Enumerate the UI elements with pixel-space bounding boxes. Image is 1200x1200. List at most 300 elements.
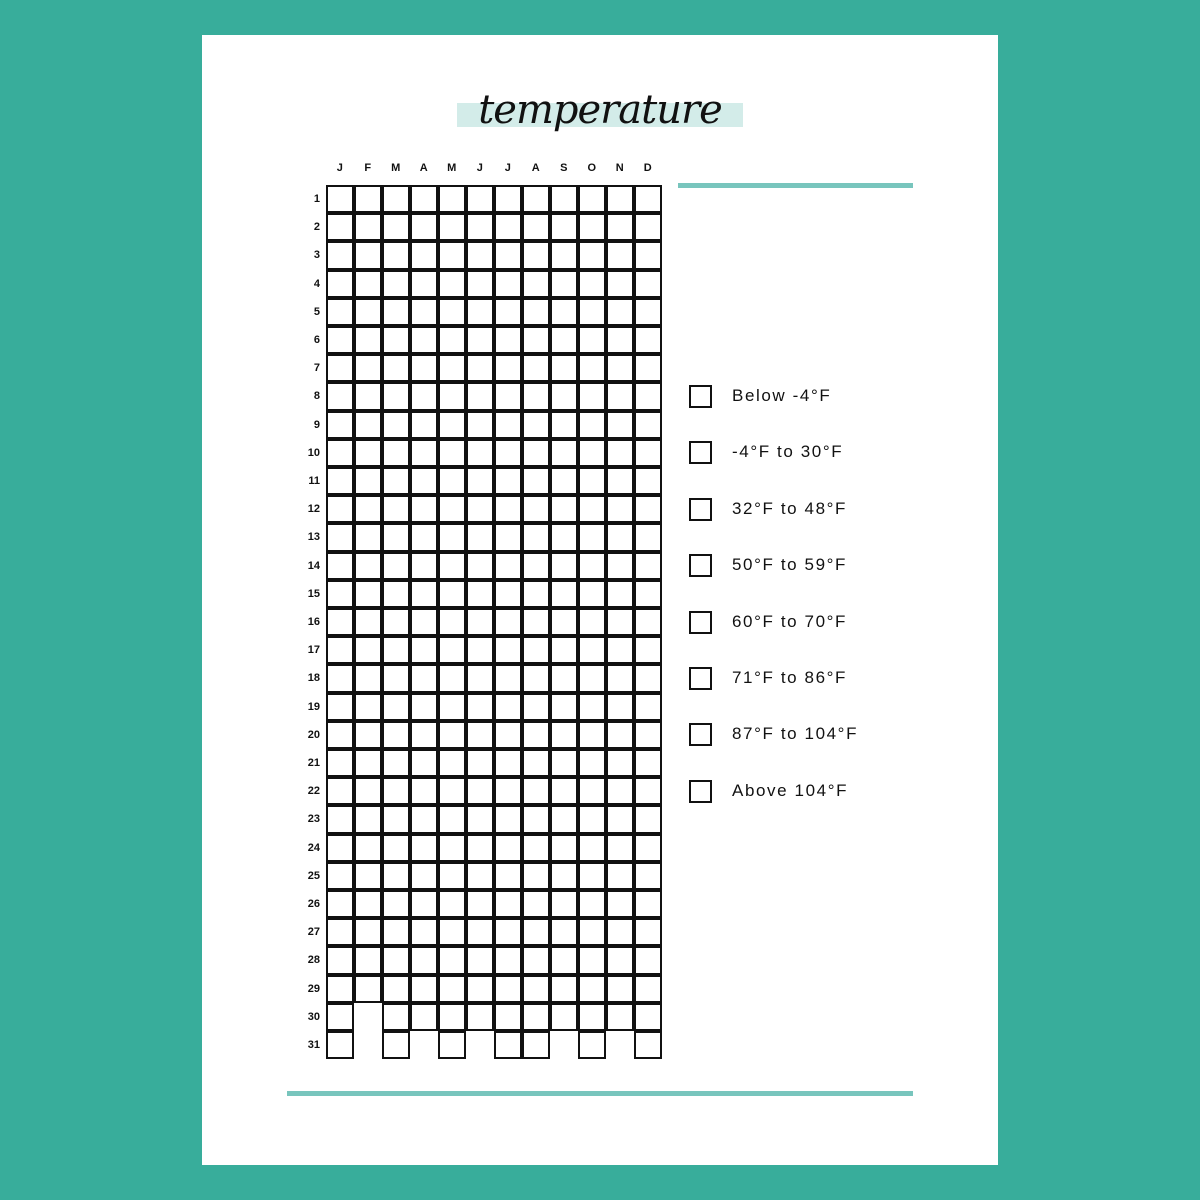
grid-cell[interactable] xyxy=(578,185,606,213)
grid-cell[interactable] xyxy=(522,552,550,580)
grid-cell[interactable] xyxy=(466,636,494,664)
grid-cell[interactable] xyxy=(522,326,550,354)
grid-cell[interactable] xyxy=(382,241,410,269)
grid-cell[interactable] xyxy=(634,834,662,862)
grid-cell[interactable] xyxy=(354,721,382,749)
grid-cell[interactable] xyxy=(466,354,494,382)
grid-cell[interactable] xyxy=(438,975,466,1003)
grid-cell[interactable] xyxy=(410,805,438,833)
legend-checkbox[interactable] xyxy=(689,385,712,408)
grid-cell[interactable] xyxy=(550,411,578,439)
grid-cell[interactable] xyxy=(382,326,410,354)
grid-cell[interactable] xyxy=(326,467,354,495)
grid-cell[interactable] xyxy=(634,495,662,523)
grid-cell[interactable] xyxy=(438,834,466,862)
grid-cell[interactable] xyxy=(550,326,578,354)
grid-cell[interactable] xyxy=(382,721,410,749)
grid-cell[interactable] xyxy=(494,777,522,805)
grid-cell[interactable] xyxy=(606,862,634,890)
grid-cell[interactable] xyxy=(382,298,410,326)
grid-cell[interactable] xyxy=(578,749,606,777)
grid-cell[interactable] xyxy=(606,918,634,946)
grid-cell[interactable] xyxy=(438,213,466,241)
grid-cell[interactable] xyxy=(634,777,662,805)
grid-cell[interactable] xyxy=(382,777,410,805)
grid-cell[interactable] xyxy=(578,918,606,946)
grid-cell[interactable] xyxy=(354,270,382,298)
grid-cell[interactable] xyxy=(634,411,662,439)
grid-cell[interactable] xyxy=(382,834,410,862)
grid-cell[interactable] xyxy=(382,411,410,439)
grid-cell[interactable] xyxy=(410,608,438,636)
grid-cell[interactable] xyxy=(578,382,606,410)
grid-cell[interactable] xyxy=(382,608,410,636)
grid-cell[interactable] xyxy=(410,495,438,523)
grid-cell[interactable] xyxy=(550,664,578,692)
grid-cell[interactable] xyxy=(634,608,662,636)
grid-cell[interactable] xyxy=(354,495,382,523)
grid-cell[interactable] xyxy=(550,749,578,777)
grid-cell[interactable] xyxy=(578,693,606,721)
grid-cell[interactable] xyxy=(326,721,354,749)
grid-cell[interactable] xyxy=(438,777,466,805)
grid-cell[interactable] xyxy=(466,918,494,946)
grid-cell[interactable] xyxy=(326,664,354,692)
grid-cell[interactable] xyxy=(382,1003,410,1031)
grid-cell[interactable] xyxy=(494,890,522,918)
grid-cell[interactable] xyxy=(438,411,466,439)
grid-cell[interactable] xyxy=(550,439,578,467)
grid-cell[interactable] xyxy=(606,805,634,833)
grid-cell[interactable] xyxy=(550,834,578,862)
grid-cell[interactable] xyxy=(354,608,382,636)
grid-cell[interactable] xyxy=(494,495,522,523)
grid-cell[interactable] xyxy=(354,975,382,1003)
grid-cell[interactable] xyxy=(326,523,354,551)
grid-cell[interactable] xyxy=(466,326,494,354)
grid-cell[interactable] xyxy=(410,693,438,721)
grid-cell[interactable] xyxy=(354,523,382,551)
grid-cell[interactable] xyxy=(634,382,662,410)
grid-cell[interactable] xyxy=(494,552,522,580)
grid-cell[interactable] xyxy=(606,411,634,439)
grid-cell[interactable] xyxy=(494,326,522,354)
grid-cell[interactable] xyxy=(578,439,606,467)
grid-cell[interactable] xyxy=(634,946,662,974)
grid-cell[interactable] xyxy=(522,241,550,269)
grid-cell[interactable] xyxy=(606,495,634,523)
grid-cell[interactable] xyxy=(354,213,382,241)
grid-cell[interactable] xyxy=(522,495,550,523)
grid-cell[interactable] xyxy=(550,580,578,608)
grid-cell[interactable] xyxy=(466,495,494,523)
grid-cell[interactable] xyxy=(494,721,522,749)
grid-cell[interactable] xyxy=(382,918,410,946)
grid-cell[interactable] xyxy=(438,862,466,890)
grid-cell[interactable] xyxy=(466,777,494,805)
grid-cell[interactable] xyxy=(606,975,634,1003)
grid-cell[interactable] xyxy=(354,354,382,382)
grid-cell[interactable] xyxy=(410,439,438,467)
grid-cell[interactable] xyxy=(494,354,522,382)
grid-cell[interactable] xyxy=(326,298,354,326)
grid-cell[interactable] xyxy=(466,693,494,721)
grid-cell[interactable] xyxy=(522,805,550,833)
grid-cell[interactable] xyxy=(438,354,466,382)
grid-cell[interactable] xyxy=(550,636,578,664)
grid-cell[interactable] xyxy=(410,270,438,298)
grid-cell[interactable] xyxy=(578,552,606,580)
grid-cell[interactable] xyxy=(522,467,550,495)
grid-cell[interactable] xyxy=(522,946,550,974)
grid-cell[interactable] xyxy=(494,862,522,890)
grid-cell[interactable] xyxy=(634,241,662,269)
grid-cell[interactable] xyxy=(494,1031,522,1059)
grid-cell[interactable] xyxy=(326,834,354,862)
grid-cell[interactable] xyxy=(522,636,550,664)
grid-cell[interactable] xyxy=(522,411,550,439)
grid-cell[interactable] xyxy=(578,467,606,495)
grid-cell[interactable] xyxy=(578,326,606,354)
legend-checkbox[interactable] xyxy=(689,441,712,464)
grid-cell[interactable] xyxy=(606,636,634,664)
grid-cell[interactable] xyxy=(606,608,634,636)
grid-cell[interactable] xyxy=(438,890,466,918)
grid-cell[interactable] xyxy=(494,467,522,495)
grid-cell[interactable] xyxy=(494,946,522,974)
grid-cell[interactable] xyxy=(410,298,438,326)
grid-cell[interactable] xyxy=(466,411,494,439)
grid-cell[interactable] xyxy=(494,975,522,1003)
grid-cell[interactable] xyxy=(382,805,410,833)
grid-cell[interactable] xyxy=(634,298,662,326)
grid-cell[interactable] xyxy=(494,580,522,608)
grid-cell[interactable] xyxy=(354,580,382,608)
grid-cell[interactable] xyxy=(410,862,438,890)
grid-cell[interactable] xyxy=(382,580,410,608)
grid-cell[interactable] xyxy=(550,552,578,580)
grid-cell[interactable] xyxy=(410,834,438,862)
grid-cell[interactable] xyxy=(634,693,662,721)
grid-cell[interactable] xyxy=(438,1003,466,1031)
grid-cell[interactable] xyxy=(522,213,550,241)
grid-cell[interactable] xyxy=(522,664,550,692)
grid-cell[interactable] xyxy=(578,580,606,608)
grid-cell[interactable] xyxy=(578,890,606,918)
grid-cell[interactable] xyxy=(578,664,606,692)
grid-cell[interactable] xyxy=(522,354,550,382)
grid-cell[interactable] xyxy=(382,890,410,918)
grid-cell[interactable] xyxy=(606,241,634,269)
grid-cell[interactable] xyxy=(354,918,382,946)
grid-cell[interactable] xyxy=(494,270,522,298)
grid-cell[interactable] xyxy=(466,664,494,692)
grid-cell[interactable] xyxy=(382,495,410,523)
grid-cell[interactable] xyxy=(326,495,354,523)
grid-cell[interactable] xyxy=(522,270,550,298)
grid-cell[interactable] xyxy=(494,1003,522,1031)
grid-cell[interactable] xyxy=(438,241,466,269)
grid-cell[interactable] xyxy=(326,608,354,636)
grid-cell[interactable] xyxy=(438,185,466,213)
grid-cell[interactable] xyxy=(634,354,662,382)
grid-cell[interactable] xyxy=(410,411,438,439)
grid-cell[interactable] xyxy=(410,749,438,777)
grid-cell[interactable] xyxy=(438,382,466,410)
grid-cell[interactable] xyxy=(606,552,634,580)
grid-cell[interactable] xyxy=(550,862,578,890)
grid-cell[interactable] xyxy=(326,241,354,269)
grid-cell[interactable] xyxy=(550,608,578,636)
grid-cell[interactable] xyxy=(606,721,634,749)
grid-cell[interactable] xyxy=(466,1003,494,1031)
grid-cell[interactable] xyxy=(466,890,494,918)
grid-cell[interactable] xyxy=(410,580,438,608)
grid-cell[interactable] xyxy=(382,862,410,890)
legend-checkbox[interactable] xyxy=(689,780,712,803)
grid-cell[interactable] xyxy=(522,890,550,918)
grid-cell[interactable] xyxy=(606,354,634,382)
grid-cell[interactable] xyxy=(438,608,466,636)
grid-cell[interactable] xyxy=(634,975,662,1003)
grid-cell[interactable] xyxy=(382,270,410,298)
grid-cell[interactable] xyxy=(354,185,382,213)
legend-checkbox[interactable] xyxy=(689,667,712,690)
grid-cell[interactable] xyxy=(438,749,466,777)
grid-cell[interactable] xyxy=(382,185,410,213)
grid-cell[interactable] xyxy=(466,270,494,298)
legend-checkbox[interactable] xyxy=(689,498,712,521)
grid-cell[interactable] xyxy=(494,664,522,692)
grid-cell[interactable] xyxy=(578,213,606,241)
grid-cell[interactable] xyxy=(382,636,410,664)
grid-cell[interactable] xyxy=(410,890,438,918)
grid-cell[interactable] xyxy=(382,749,410,777)
grid-cell[interactable] xyxy=(550,185,578,213)
grid-cell[interactable] xyxy=(578,523,606,551)
grid-cell[interactable] xyxy=(494,749,522,777)
grid-cell[interactable] xyxy=(466,241,494,269)
grid-cell[interactable] xyxy=(438,523,466,551)
grid-cell[interactable] xyxy=(326,382,354,410)
grid-cell[interactable] xyxy=(578,777,606,805)
grid-cell[interactable] xyxy=(326,946,354,974)
grid-cell[interactable] xyxy=(326,439,354,467)
grid-cell[interactable] xyxy=(466,552,494,580)
grid-cell[interactable] xyxy=(578,608,606,636)
grid-cell[interactable] xyxy=(606,298,634,326)
grid-cell[interactable] xyxy=(410,975,438,1003)
grid-cell[interactable] xyxy=(326,270,354,298)
grid-cell[interactable] xyxy=(410,326,438,354)
grid-cell[interactable] xyxy=(326,411,354,439)
grid-cell[interactable] xyxy=(354,664,382,692)
grid-cell[interactable] xyxy=(354,467,382,495)
grid-cell[interactable] xyxy=(634,636,662,664)
grid-cell[interactable] xyxy=(326,213,354,241)
grid-cell[interactable] xyxy=(634,890,662,918)
grid-cell[interactable] xyxy=(606,382,634,410)
grid-cell[interactable] xyxy=(354,636,382,664)
grid-cell[interactable] xyxy=(354,439,382,467)
grid-cell[interactable] xyxy=(466,298,494,326)
grid-cell[interactable] xyxy=(438,1031,466,1059)
grid-cell[interactable] xyxy=(326,890,354,918)
grid-cell[interactable] xyxy=(410,664,438,692)
grid-cell[interactable] xyxy=(578,862,606,890)
grid-cell[interactable] xyxy=(522,1003,550,1031)
grid-cell[interactable] xyxy=(466,721,494,749)
grid-cell[interactable] xyxy=(578,298,606,326)
grid-cell[interactable] xyxy=(466,382,494,410)
grid-cell[interactable] xyxy=(494,439,522,467)
grid-cell[interactable] xyxy=(326,354,354,382)
grid-cell[interactable] xyxy=(438,636,466,664)
grid-cell[interactable] xyxy=(550,354,578,382)
grid-cell[interactable] xyxy=(578,270,606,298)
grid-cell[interactable] xyxy=(466,213,494,241)
grid-cell[interactable] xyxy=(354,749,382,777)
grid-cell[interactable] xyxy=(410,721,438,749)
grid-cell[interactable] xyxy=(410,918,438,946)
grid-cell[interactable] xyxy=(550,523,578,551)
grid-cell[interactable] xyxy=(438,693,466,721)
grid-cell[interactable] xyxy=(354,241,382,269)
legend-checkbox[interactable] xyxy=(689,554,712,577)
legend-checkbox[interactable] xyxy=(689,611,712,634)
grid-cell[interactable] xyxy=(354,382,382,410)
grid-cell[interactable] xyxy=(382,664,410,692)
grid-cell[interactable] xyxy=(522,975,550,1003)
grid-cell[interactable] xyxy=(550,1003,578,1031)
grid-cell[interactable] xyxy=(606,523,634,551)
grid-cell[interactable] xyxy=(494,241,522,269)
grid-cell[interactable] xyxy=(634,918,662,946)
grid-cell[interactable] xyxy=(326,580,354,608)
grid-cell[interactable] xyxy=(522,777,550,805)
grid-cell[interactable] xyxy=(438,270,466,298)
grid-cell[interactable] xyxy=(606,270,634,298)
grid-cell[interactable] xyxy=(494,523,522,551)
grid-cell[interactable] xyxy=(606,580,634,608)
grid-cell[interactable] xyxy=(606,213,634,241)
grid-cell[interactable] xyxy=(550,382,578,410)
grid-cell[interactable] xyxy=(326,749,354,777)
grid-cell[interactable] xyxy=(438,467,466,495)
grid-cell[interactable] xyxy=(606,1003,634,1031)
grid-cell[interactable] xyxy=(382,693,410,721)
grid-cell[interactable] xyxy=(326,185,354,213)
grid-cell[interactable] xyxy=(326,326,354,354)
grid-cell[interactable] xyxy=(522,862,550,890)
grid-cell[interactable] xyxy=(326,805,354,833)
grid-cell[interactable] xyxy=(438,326,466,354)
grid-cell[interactable] xyxy=(326,1003,354,1031)
grid-cell[interactable] xyxy=(354,693,382,721)
grid-cell[interactable] xyxy=(634,326,662,354)
grid-cell[interactable] xyxy=(382,1031,410,1059)
grid-cell[interactable] xyxy=(466,749,494,777)
grid-cell[interactable] xyxy=(410,523,438,551)
grid-cell[interactable] xyxy=(578,975,606,1003)
grid-cell[interactable] xyxy=(438,918,466,946)
grid-cell[interactable] xyxy=(634,664,662,692)
grid-cell[interactable] xyxy=(326,777,354,805)
grid-cell[interactable] xyxy=(354,411,382,439)
grid-cell[interactable] xyxy=(522,834,550,862)
grid-cell[interactable] xyxy=(410,241,438,269)
grid-cell[interactable] xyxy=(550,693,578,721)
grid-cell[interactable] xyxy=(382,523,410,551)
grid-cell[interactable] xyxy=(354,805,382,833)
grid-cell[interactable] xyxy=(326,918,354,946)
grid-cell[interactable] xyxy=(438,439,466,467)
grid-cell[interactable] xyxy=(438,298,466,326)
grid-cell[interactable] xyxy=(606,749,634,777)
grid-cell[interactable] xyxy=(522,721,550,749)
grid-cell[interactable] xyxy=(634,580,662,608)
grid-cell[interactable] xyxy=(410,552,438,580)
grid-cell[interactable] xyxy=(494,918,522,946)
grid-cell[interactable] xyxy=(494,185,522,213)
grid-cell[interactable] xyxy=(466,946,494,974)
grid-cell[interactable] xyxy=(466,439,494,467)
grid-cell[interactable] xyxy=(550,270,578,298)
grid-cell[interactable] xyxy=(522,1031,550,1059)
grid-cell[interactable] xyxy=(522,523,550,551)
grid-cell[interactable] xyxy=(606,890,634,918)
grid-cell[interactable] xyxy=(522,439,550,467)
grid-cell[interactable] xyxy=(522,298,550,326)
grid-cell[interactable] xyxy=(326,975,354,1003)
grid-cell[interactable] xyxy=(578,411,606,439)
grid-cell[interactable] xyxy=(466,805,494,833)
grid-cell[interactable] xyxy=(438,946,466,974)
grid-cell[interactable] xyxy=(634,721,662,749)
grid-cell[interactable] xyxy=(634,523,662,551)
grid-cell[interactable] xyxy=(382,552,410,580)
grid-cell[interactable] xyxy=(326,552,354,580)
grid-cell[interactable] xyxy=(354,777,382,805)
grid-cell[interactable] xyxy=(326,1031,354,1059)
grid-cell[interactable] xyxy=(466,834,494,862)
grid-cell[interactable] xyxy=(550,298,578,326)
grid-cell[interactable] xyxy=(438,495,466,523)
grid-cell[interactable] xyxy=(438,580,466,608)
grid-cell[interactable] xyxy=(326,693,354,721)
grid-cell[interactable] xyxy=(606,326,634,354)
grid-cell[interactable] xyxy=(410,946,438,974)
grid-cell[interactable] xyxy=(326,636,354,664)
grid-cell[interactable] xyxy=(606,185,634,213)
grid-cell[interactable] xyxy=(578,241,606,269)
grid-cell[interactable] xyxy=(578,354,606,382)
grid-cell[interactable] xyxy=(550,241,578,269)
grid-cell[interactable] xyxy=(550,805,578,833)
grid-cell[interactable] xyxy=(634,805,662,833)
grid-cell[interactable] xyxy=(550,495,578,523)
grid-cell[interactable] xyxy=(466,975,494,1003)
grid-cell[interactable] xyxy=(410,382,438,410)
grid-cell[interactable] xyxy=(438,805,466,833)
grid-cell[interactable] xyxy=(494,805,522,833)
grid-cell[interactable] xyxy=(578,636,606,664)
grid-cell[interactable] xyxy=(466,523,494,551)
grid-cell[interactable] xyxy=(522,918,550,946)
grid-cell[interactable] xyxy=(410,777,438,805)
grid-cell[interactable] xyxy=(550,721,578,749)
grid-cell[interactable] xyxy=(634,1003,662,1031)
